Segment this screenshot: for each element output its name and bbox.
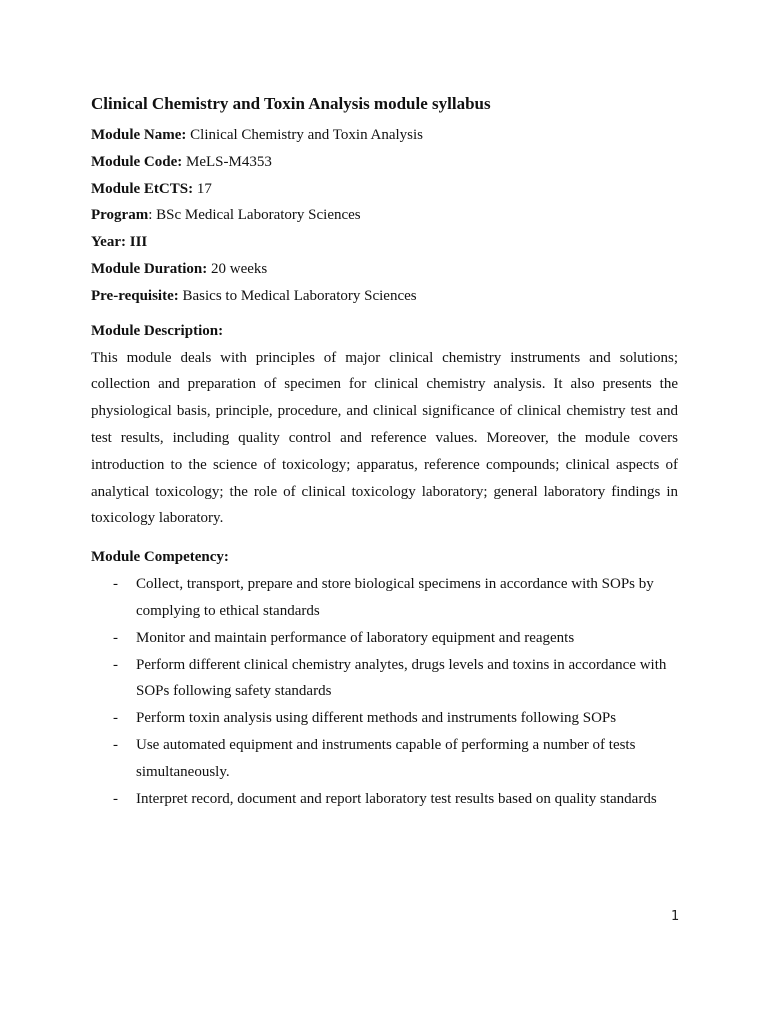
competency-text: Interpret record, document and report laboratory test results based on quality standards xyxy=(136,790,657,807)
field-year xyxy=(91,229,678,256)
description-heading: Module Description: xyxy=(91,322,224,339)
bullet-dash: - xyxy=(113,629,118,646)
field-label: Module Name: xyxy=(91,127,187,143)
field-value: MeLS-M4353 xyxy=(182,153,272,170)
list-item xyxy=(91,705,678,732)
field-value: Basics to Medical Laboratory Sciences xyxy=(178,287,417,304)
list-item xyxy=(91,652,678,706)
competency-text: Use automated equipment and instruments capable of performing a number of tests simultaneously. xyxy=(136,736,636,780)
field-label: Program xyxy=(91,207,149,224)
field-module-etcts xyxy=(91,176,678,203)
field-value: 20 weeks xyxy=(207,260,268,277)
competency-text: Perform different clinical chemistry analytes, drugs levels and toxins in accordance with SOPs following safety standards xyxy=(136,656,667,700)
list-item xyxy=(91,625,678,652)
field-module-code xyxy=(91,149,678,176)
page-number: 1 xyxy=(671,909,680,924)
syllabus-page xyxy=(91,92,678,812)
page-title: Clinical Chemistry and Toxin Analysis module syllabus xyxy=(91,94,491,113)
field-label: Pre-requisite: xyxy=(91,287,179,304)
competency-text: Monitor and maintain performance of laboratory equipment and reagents xyxy=(136,629,575,646)
competency-text: Perform toxin analysis using different methods and instruments following SOPs xyxy=(136,710,617,727)
field-module-duration xyxy=(91,256,678,283)
bullet-dash: - xyxy=(113,736,118,753)
list-item xyxy=(91,786,678,813)
bullet-dash: - xyxy=(113,790,118,807)
competency-text: Collect, transport, prepare and store biological specimens in accordance with SOPs by complying to ethical standards xyxy=(136,576,654,619)
bullet-dash: - xyxy=(113,656,118,673)
description-paragraph: This module deals with principles of major clinical chemistry instruments and solutions; collection and preparation of specimen for clinical chemistry analysis. It also presents the physiological basis, principle, procedure, and clinical significance of clinical chemistry test and test results, including quality control and reference values. Moreover, the module covers introduction to the science of toxicology; apparatus, reference compounds; clinical aspects of analytical toxicology; the role of clinical toxicology laboratory; general laboratory findings in toxicology laboratory. xyxy=(91,349,678,527)
field-value: Clinical Chemistry and Toxin Analysis xyxy=(186,127,423,143)
field-prerequisite xyxy=(91,283,678,310)
field-label: Year: III xyxy=(91,234,148,251)
field-label: Module Duration: xyxy=(91,260,208,277)
field-module-name xyxy=(91,122,678,149)
list-item xyxy=(91,732,678,786)
field-value: 17 xyxy=(193,180,212,197)
field-value: : BSc Medical Laboratory Sciences xyxy=(148,207,361,224)
field-label: Module EtCTS: xyxy=(91,180,194,197)
field-label: Module Code: xyxy=(91,153,183,170)
field-program xyxy=(91,202,678,229)
bullet-dash: - xyxy=(113,710,118,727)
list-item xyxy=(91,571,678,625)
competency-list xyxy=(91,571,678,812)
bullet-dash: - xyxy=(113,576,118,593)
competency-heading: Module Competency: xyxy=(91,549,229,566)
